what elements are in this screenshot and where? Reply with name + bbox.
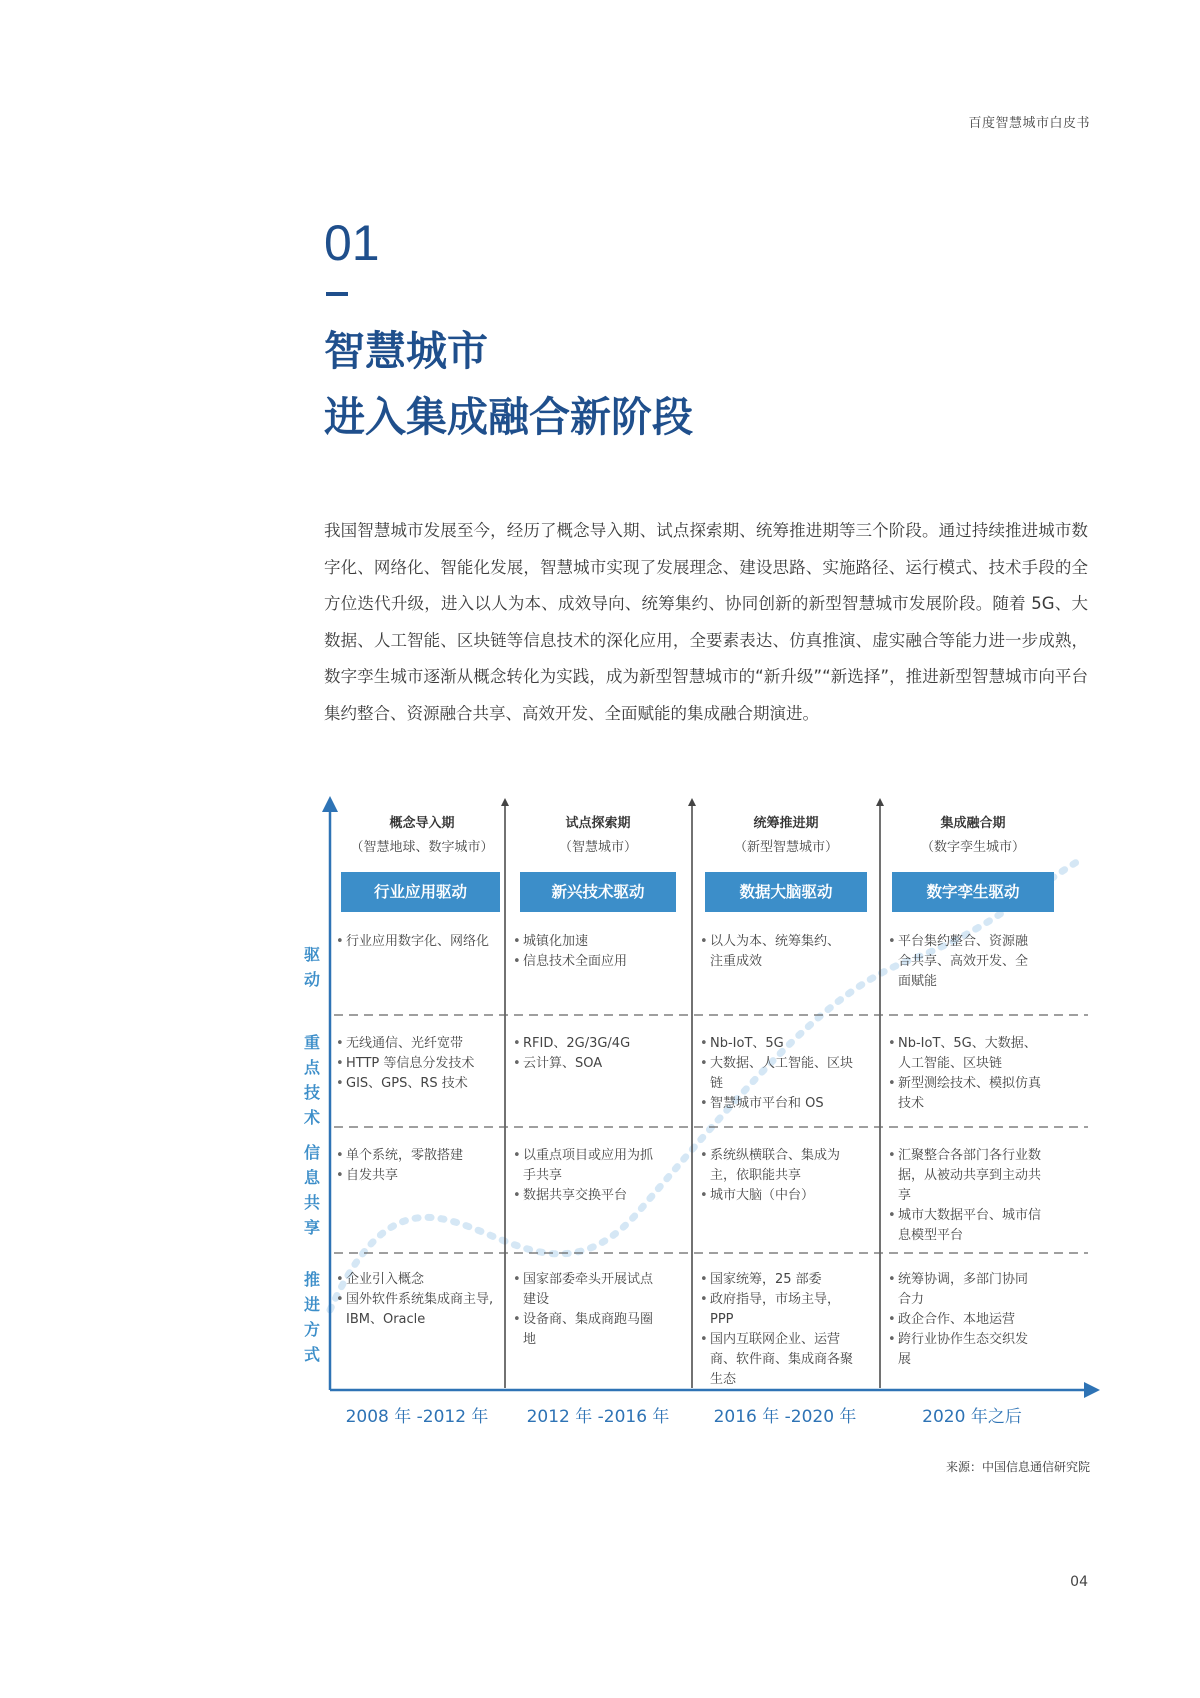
row-label-char: 享 [303,1218,320,1237]
stage-separator-arrow [688,798,696,806]
stage-subtitle: （智慧城市） [558,840,637,855]
stage-title: 统筹推进期 [753,816,819,831]
row-label-share [300,1140,324,1240]
cell-item: • 行业应用数字化、网络化 [336,932,502,952]
y-axis-arrow [322,796,338,812]
row-label-char: 共 [303,1193,320,1212]
row-label-char: 点 [303,1058,320,1077]
row-label-char: 术 [303,1108,320,1127]
cell-drive [700,932,850,972]
cell-drive [888,932,1038,992]
row-label-char: 式 [303,1345,320,1364]
x-axis-arrow [1084,1382,1100,1398]
cell-item: • 平台集约整合、资源融合共享、高效开发、全面赋能 [888,932,1038,992]
cell-item: • 政府指导，市场主导，PPP [700,1290,856,1330]
development-timeline [303,790,1100,1450]
stage-subtitle: （新型智慧城市） [733,840,838,855]
row-label-char: 方 [303,1320,320,1339]
year-label: 2008 年 -2012 年 [345,1407,489,1427]
cell-mode [888,1270,1038,1370]
row-label-char: 重 [303,1033,320,1052]
cell-tech [513,1034,683,1074]
cell-share [513,1146,663,1206]
cell-item: • 无线通信、光纤宽带 [336,1034,502,1054]
year-label: 2020 年之后 [922,1407,1022,1427]
year-label: 2012 年 -2016 年 [526,1407,670,1427]
row-label-char: 推 [303,1270,320,1289]
cell-item: • 跨行业协作生态交织发展 [888,1330,1038,1370]
row-label-char: 息 [303,1168,320,1187]
stage-title: 试点探索期 [565,816,631,831]
cell-tech [888,1034,1048,1114]
cell-item: • 国家统筹，25 部委 [700,1270,856,1290]
stage-separator-arrow [876,798,884,806]
cell-item: • 汇聚整合各部门各行业数据，从被动共享到主动共享 [888,1146,1048,1206]
cell-item: • 企业引入概念 [336,1270,506,1290]
row-label-mode [300,1267,324,1367]
cell-mode [513,1270,663,1350]
cell-share [888,1146,1048,1246]
cell-item: • 城市大数据平台、城市信息模型平台 [888,1206,1048,1246]
chapter-title-line-1: 智慧城市 [324,327,488,375]
cell-drive [513,932,683,972]
stage-title: 集成融合期 [940,816,1006,831]
cell-item: • 统筹协调，多部门协同合力 [888,1270,1038,1310]
cell-item: • Nb-IoT、5G [700,1034,858,1054]
row-label-drive [300,942,324,992]
cell-item: • GIS、GPS、RS 技术 [336,1074,502,1094]
stage-subtitle: （数字孪生城市） [920,840,1025,855]
row-label-char: 进 [303,1295,320,1314]
cell-share [700,1146,850,1206]
cell-item: • 系统纵横联合、集成为主，依职能共享 [700,1146,850,1186]
chapter-number: 01 [324,215,380,271]
page-number: 04 [1070,1574,1088,1590]
stage-subtitle: （智慧地球、数字城市） [350,840,494,855]
cell-item: • 政企合作、本地运营 [888,1310,1038,1330]
cell-item: • RFID、2G/3G/4G [513,1034,683,1054]
cell-item: • 自发共享 [336,1166,502,1186]
year-label: 2016 年 -2020 年 [713,1407,857,1427]
cell-item: • 国内互联网企业、运营商、软件商、集成商各聚生态 [700,1330,856,1390]
cell-item: • 国家部委牵头开展试点建设 [513,1270,663,1310]
cell-item: • Nb-IoT、5G、大数据、人工智能、区块链 [888,1034,1048,1074]
intro-paragraph: 我国智慧城市发展至今，经历了概念导入期、试点探索期、统筹推进期等三个阶段。通过持续推进城市数字化、网络化、智能化发展，智慧城市实现了发展理念、建设思路、实施路径、运行模式、技术手段的全方位迭代升级，进入以人为本、成效导向、统筹集约、协同创新的新型智慧城市发展阶段。随着 5G、大数据、人工智能、区块链等信息技术的深化应用，全要素表达、仿真推演、虚实融合等能力进一步成熟，数字孪生城市逐渐从概念转化为实践，成为新型智慧城市的“新升级”“新选择”，推进新型智慧城市向平台集约整合、资源融合共享、高效开发、全面赋能的集成融合期演进。 [324,521,1088,723]
driver-label: 数据大脑驱动 [705,872,867,912]
cell-drive [336,932,502,952]
row-label-char: 动 [303,970,320,989]
cell-item: • 数据共享交换平台 [513,1186,663,1206]
driver-label: 新兴技术驱动 [520,872,676,912]
cell-item: • HTTP 等信息分发技术 [336,1054,502,1074]
cell-item: • 云计算、SOA [513,1054,683,1074]
cell-item: • 信息技术全面应用 [513,952,683,972]
row-label-char: 信 [303,1143,320,1162]
cell-item: • 城镇化加速 [513,932,683,952]
source-note: 来源：中国信息通信研究院 [945,1460,1090,1474]
cell-item: • 大数据、人工智能、区块链 [700,1054,858,1094]
cell-item: • 国外软件系统集成商主导, IBM、Oracle [336,1290,506,1330]
chapter-divider [326,292,348,296]
cell-item: • 设备商、集成商跑马圈地 [513,1310,663,1350]
cell-mode [700,1270,856,1390]
cell-item: • 单个系统，零散搭建 [336,1146,502,1166]
chapter-title-line-2: 进入集成融合新阶段 [324,393,693,441]
cell-mode [336,1270,506,1330]
cell-tech [700,1034,858,1114]
cell-item: • 城市大脑（中台） [700,1186,850,1206]
cell-tech [336,1034,502,1094]
driver-label: 行业应用驱动 [341,872,500,912]
cell-item: • 新型测绘技术、模拟仿真技术 [888,1074,1048,1114]
row-label-char: 技 [303,1083,320,1102]
cell-item: • 智慧城市平台和 OS [700,1094,858,1114]
cell-item: • 以人为本、统筹集约、注重成效 [700,932,850,972]
cell-share [336,1146,502,1186]
stage-title: 概念导入期 [389,816,455,831]
cell-item: • 以重点项目或应用为抓手共享 [513,1146,663,1186]
chapter-title [324,318,693,450]
driver-label: 数字孪生驱动 [892,872,1054,912]
row-label-char: 驱 [303,945,320,964]
stage-separator-arrow [501,798,509,806]
row-label-tech [300,1030,324,1130]
running-header: 百度智慧城市白皮书 [968,116,1090,131]
